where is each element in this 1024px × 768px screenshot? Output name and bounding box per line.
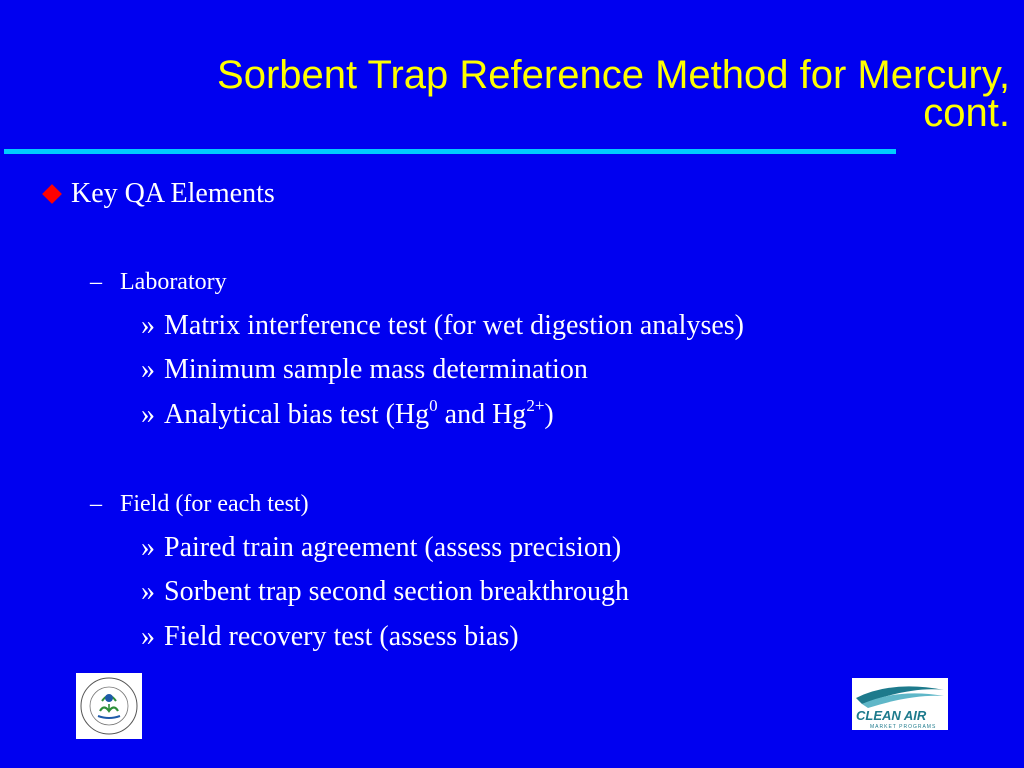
list-item	[141, 576, 629, 608]
raquo-marker: »	[141, 310, 155, 341]
item-text: Matrix interference test (for wet digestion analyses)	[164, 310, 745, 341]
epa-logo	[76, 673, 142, 739]
item-text-pre: Analytical bias test (Hg	[164, 399, 430, 430]
list-item	[141, 621, 519, 653]
superscript: 2+	[526, 395, 545, 415]
list-item	[141, 532, 621, 564]
epa-seal-icon	[76, 673, 142, 739]
raquo-marker: »	[141, 354, 155, 385]
list-item	[141, 310, 744, 342]
item-text: Sorbent trap second section breakthrough	[164, 576, 629, 607]
item-text: Paired train agreement (assess precision)	[164, 532, 622, 563]
raquo-marker: »	[141, 621, 155, 652]
raquo-marker: »	[141, 399, 155, 430]
raquo-marker: »	[141, 532, 155, 563]
list-item	[141, 395, 554, 431]
superscript: 0	[429, 395, 438, 415]
item-text-mid: and Hg	[437, 399, 527, 430]
svg-text:MARKET PROGRAMS: MARKET PROGRAMS	[870, 724, 937, 730]
diamond-bullet-icon	[42, 184, 62, 204]
raquo-marker: »	[141, 576, 155, 607]
title-line-2: cont.	[923, 91, 1010, 135]
section-label: Laboratory	[120, 269, 227, 295]
item-text: Field recovery test (assess bias)	[164, 621, 519, 652]
slide-title	[50, 53, 1010, 135]
dash-marker: –	[90, 269, 102, 295]
title-line-1: Sorbent Trap Reference Method for Mercury,	[217, 53, 1010, 97]
item-text-post: )	[544, 399, 554, 430]
list-item	[141, 354, 588, 386]
clean-air-markets-logo	[852, 678, 948, 730]
clean-air-swoosh-icon	[852, 678, 948, 730]
item-text: Minimum sample mass determination	[164, 354, 588, 385]
bullet-key-qa	[42, 178, 275, 210]
section-laboratory	[90, 268, 227, 296]
heading-text: Key QA Elements	[71, 178, 275, 209]
section-label: Field (for each test)	[120, 491, 309, 517]
dash-marker: –	[90, 491, 102, 517]
section-field	[90, 490, 309, 518]
title-divider	[4, 149, 896, 154]
svg-text:CLEAN AIR: CLEAN AIR	[856, 708, 927, 723]
